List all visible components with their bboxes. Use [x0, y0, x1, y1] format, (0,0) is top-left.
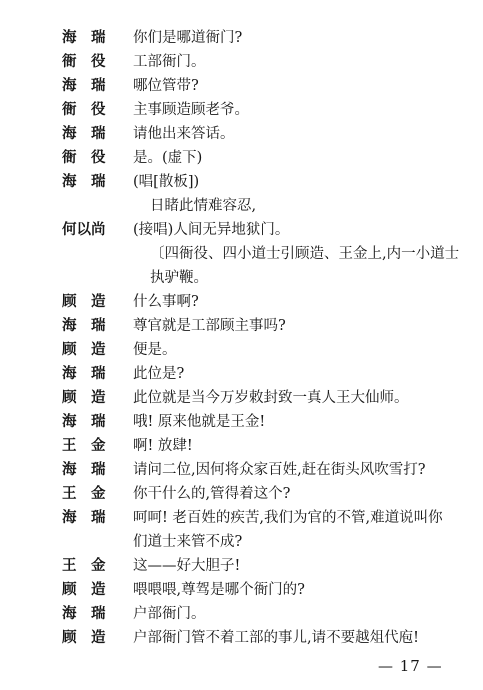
speaker-name: 海 瑞: [62, 413, 106, 430]
dialogue-line: [0, 507, 483, 529]
dialogue-line: [0, 555, 483, 577]
continuation-line: [0, 531, 483, 553]
speaker-name: 海 瑞: [62, 605, 106, 622]
dialogue-text: 主事顾造顾老爷。: [133, 102, 249, 118]
dialogue-text: 工部衙门。: [133, 54, 206, 70]
dialogue-text: 你干什么的,管得着这个?: [133, 486, 291, 502]
speaker-name: 海 瑞: [62, 365, 106, 382]
stage-direction: [0, 243, 483, 265]
dialogue-text: 日睹此情难容忍,: [150, 198, 257, 214]
dialogue-line: [0, 603, 483, 625]
dialogue-line: [0, 411, 483, 433]
dialogue-text: 便是。: [133, 342, 177, 358]
dialogue-line: [0, 435, 483, 457]
dialogue-text: 户部衙门管不着工部的事儿,请不要越俎代庖!: [133, 630, 419, 646]
speaker-name: 衙 役: [62, 149, 106, 166]
dialogue-text: 这——好大胆子!: [133, 558, 241, 574]
speaker-name: 衙 役: [62, 101, 106, 118]
dialogue-line: [0, 147, 483, 169]
speaker-name: 海 瑞: [62, 173, 106, 190]
dialogue-line: [0, 363, 483, 385]
dialogue-text: 你们是哪道衙门?: [133, 30, 243, 46]
dialogue-text: 此位就是当今万岁敕封致一真人王大仙师。: [133, 390, 409, 406]
dialogue-text: 户部衙门。: [133, 606, 206, 622]
speaker-name: 衙 役: [62, 53, 106, 70]
verse-line: [0, 195, 483, 217]
dialogue-line: [0, 171, 483, 193]
stage-direction-text: 执驴鞭。: [150, 270, 208, 286]
dialogue-line: [0, 483, 483, 505]
dialogue-line: [0, 219, 483, 241]
stage-direction: [0, 267, 483, 289]
dialogue-text: (接唱)人间无异地狱门。: [133, 222, 290, 238]
speaker-name: 王 金: [62, 557, 106, 574]
dialogue-text: 请问二位,因何将众家百姓,赶在街头风吹雪打?: [133, 462, 426, 478]
stage-direction-text: 〔四衙役、四小道士引顾造、王金上,内一小道士: [150, 246, 460, 262]
dialogue-line: [0, 99, 483, 121]
speaker-name: 海 瑞: [62, 317, 106, 334]
speaker-name: 顾 造: [62, 389, 106, 406]
dialogue-line: [0, 627, 483, 649]
dialogue-text: 啊! 放肆!: [133, 438, 193, 454]
speaker-name: 海 瑞: [62, 461, 106, 478]
page-number: — 17 —: [378, 657, 443, 675]
dialogue-text: 哦! 原来他就是王金!: [133, 414, 266, 430]
dialogue-text: 尊官就是工部顾主事吗?: [133, 318, 286, 334]
dialogue-text: 呵呵! 老百姓的疾苦,我们为官的不管,难道说叫你: [133, 510, 443, 526]
dialogue-line: [0, 387, 483, 409]
dialogue-text: (唱[散板]): [133, 174, 200, 190]
dialogue-text: 喂喂喂,尊驾是哪个衙门的?: [133, 582, 305, 598]
dialogue-line: [0, 123, 483, 145]
dialogue-text: 是。(虚下): [133, 150, 203, 166]
dialogue-line: [0, 339, 483, 361]
speaker-name: 王 金: [62, 485, 106, 502]
speaker-name: 顾 造: [62, 581, 106, 598]
dialogue-line: [0, 579, 483, 601]
speaker-name: 海 瑞: [62, 77, 106, 94]
speaker-name: 顾 造: [62, 341, 106, 358]
dialogue-line: [0, 27, 483, 49]
dialogue-text: 哪位管带?: [133, 78, 199, 94]
dialogue-text: 什么事啊?: [133, 294, 199, 310]
dialogue-line: [0, 315, 483, 337]
dialogue-text: 们道士来管不成?: [133, 534, 243, 550]
speaker-name: 海 瑞: [62, 509, 106, 526]
dialogue-line: [0, 291, 483, 313]
speaker-name: 顾 造: [62, 629, 106, 646]
dialogue-line: [0, 459, 483, 481]
speaker-name: 顾 造: [62, 293, 106, 310]
speaker-name: 海 瑞: [62, 29, 106, 46]
speaker-name: 何以尚: [62, 221, 106, 238]
speaker-name: 王 金: [62, 437, 106, 454]
dialogue-text: 此位是?: [133, 366, 185, 382]
dialogue-line: [0, 51, 483, 73]
dialogue-line: [0, 75, 483, 97]
dialogue-text: 请他出来答话。: [133, 126, 235, 142]
speaker-name: 海 瑞: [62, 125, 106, 142]
